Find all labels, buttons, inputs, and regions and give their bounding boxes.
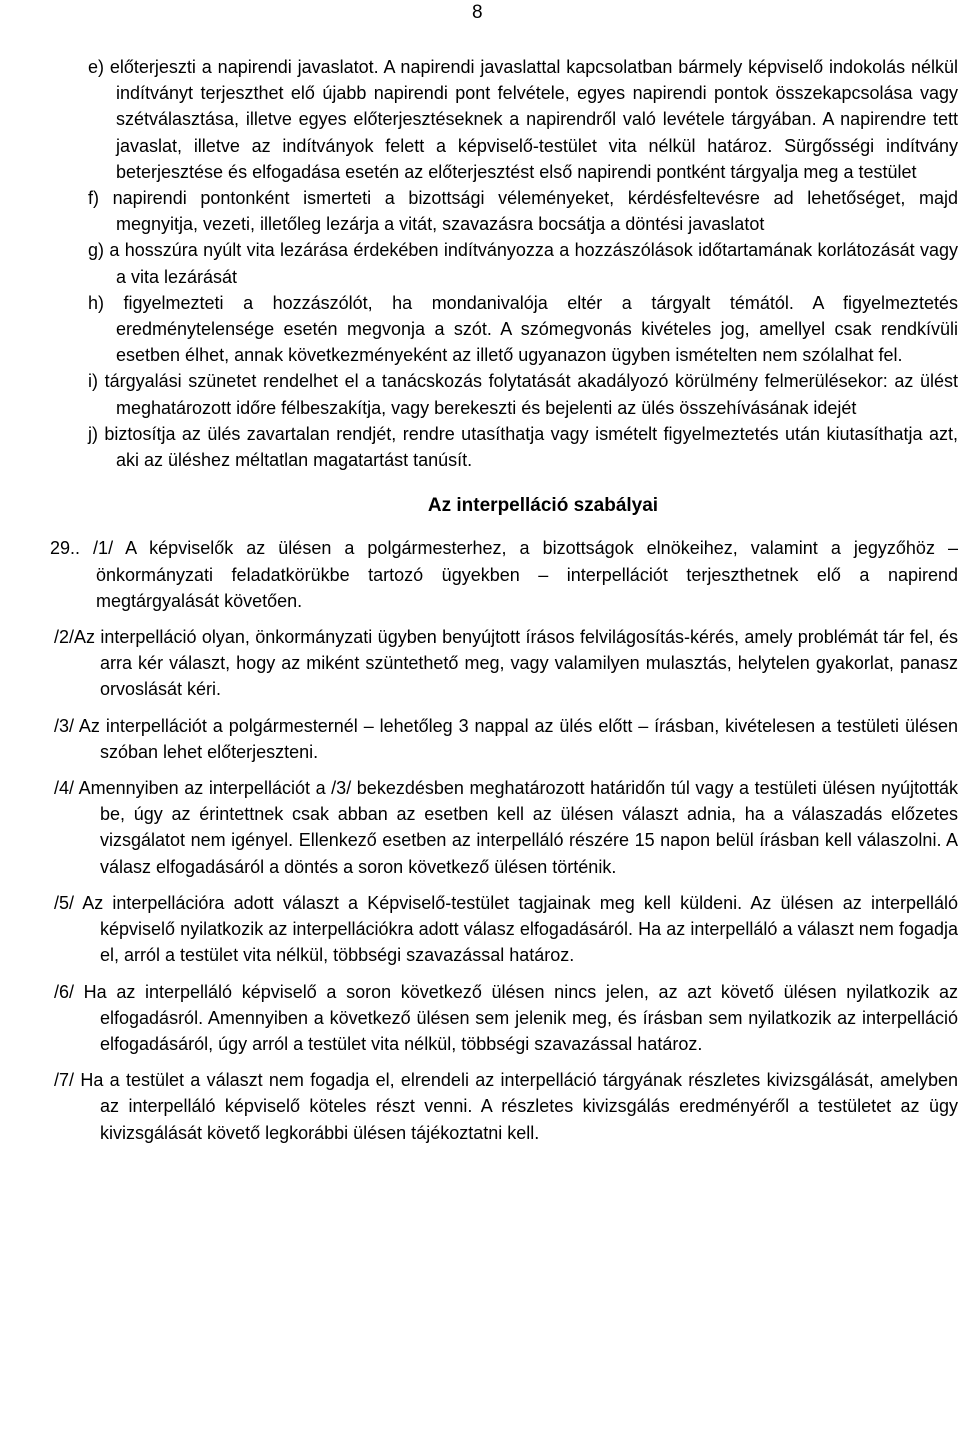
document-body bbox=[50, 54, 958, 1146]
page-number: 8 bbox=[472, 2, 483, 23]
list-item-g: g) a hosszúra nyúlt vita lezárása érdekében indítványozza a hozzászólások időtartamának korlátozását vagy a vita lezárását bbox=[88, 240, 958, 287]
paragraph-4: /4/ Amennyiben az interpellációt a /3/ bekezdésben meghatározott határidőn túl vagy a testületi ülésen nyújtották be, úgy az érintettnek csak abban az esetben kell az ülésen választ adnia, ha a válaszadás előzetes vizsgálatot nem igényel. Ellenkező esetben az interpelláló részére 15 napon belül írásban kell válaszolni. A válasz elfogadásáról a döntés a soron következő ülésen történik. bbox=[54, 778, 958, 877]
paragraph-2: /2/Az interpelláció olyan, önkormányzati ügyben benyújtott írásos felvilágosítás-kérés, amely problémát tár fel, és arra kér választ, hogy az miként szüntethető meg, vagy valamilyen mulasztás, helytelen gyakorlat, panasz orvoslását kéri. bbox=[54, 627, 958, 700]
paragraph-7: /7/ Ha a testület a választ nem fogadja el, elrendeli az interpelláció tárgyának részletes kivizsgálását, amelyben az interpelláló képviselő köteles részt venni. A részletes kivizsgálás eredményéről a testületet az ügy kivizsgálását követő legkorábbi ülésen tájékoztatni kell. bbox=[54, 1070, 958, 1143]
list-item-i: i) tárgyalási szünetet rendelhet el a tanácskozás folytatását akadályozó körülmény felmerülésekor: az ülést meghatározott időre félbeszakítja, vagy berekeszti és bejelenti az ülés összehívásának idejét bbox=[88, 371, 958, 418]
list-item-h: h) figyelmezteti a hozzászólót, ha mondanivalója eltér a tárgyalt témától. A figyelmeztetés eredménytelensége esetén megvonja a szót. A szómegvonás kivételes jog, amellyel csak rendkívüli esetben élhet, annak következményeként az illető ugyanazon ügyben ismételten nem szólalhat fel. bbox=[88, 292, 958, 366]
section-heading: Az interpelláció szabályai bbox=[427, 495, 659, 517]
list-item-e: e) előterjeszti a napirendi javaslatot. A napirendi javaslattal kapcsolatban bármely képviselő indokolás nélkül indítványt terjeszthet elő újabb napirendi pont felvétele, egyes napirendi pontok összekapcsolása vagy szétválasztása, illetve egyes előterjesztéseknek a napirendről való levétele tárgyában. A napirendre tett javaslat, illetve az indítványok felett a képviselő-testület vita nélkül határoz. Sürgősségi indítvány beterjesztése és elfogadása esetén az előterjesztést első napirendi pontként tárgyalja meg a testület bbox=[88, 57, 958, 182]
list-item-f: f) napirendi pontonként ismerteti a bizottsági véleményeket, kérdésfeltevésre ad lehetőséget, majd megnyitja, vezeti, illetőleg lezárja a vitát, szavazásra bocsátja a döntési javaslatot bbox=[88, 188, 958, 235]
paragraph-5: /5/ Az interpellációra adott választ a Képviselő-testület tagjainak meg kell küldeni. Az ülésen az interpelláló képviselő nyilatkozik az interpellációkra adott válasz elfogadásáról. Ha az interpelláló a választ nem fogadja el, arról a testület vita nélkül, többségi szavazással határoz. bbox=[54, 892, 958, 966]
paragraph-29-1: 29.. /1/ A képviselők az ülésen a polgármesterhez, a bizottságok elnökeihez, valamint a jegyzőhöz – önkormányzati feladatkörükbe tartozó ügyekben – interpellációt terjeszthetnek elő a napirend megtárgyalását követően. bbox=[50, 538, 958, 611]
paragraph-6: /6/ Ha az interpelláló képviselő a soron következő ülésen nincs jelen, az azt követő ülésen nyilatkozik az elfogadásról. Amennyiben a következő ülésen sem jelenik meg, és írásban sem nyilatkozik az interpelláció elfogadásáról, úgy arról a testület vita nélkül, többségi szavazással határoz. bbox=[54, 981, 958, 1054]
list-item-j: j) biztosítja az ülés zavartalan rendjét, rendre utasíthatja vagy ismételt figyelmeztetés után kiutasíthatja azt, aki az üléshez méltatlan magatartást tanúsít. bbox=[88, 423, 958, 471]
paragraph-3: /3/ Az interpellációt a polgármesternél – lehetőleg 3 nappal az ülés előtt – írásban, kivételesen a testületi ülésen szóban lehet előterjeszteni. bbox=[54, 715, 958, 762]
